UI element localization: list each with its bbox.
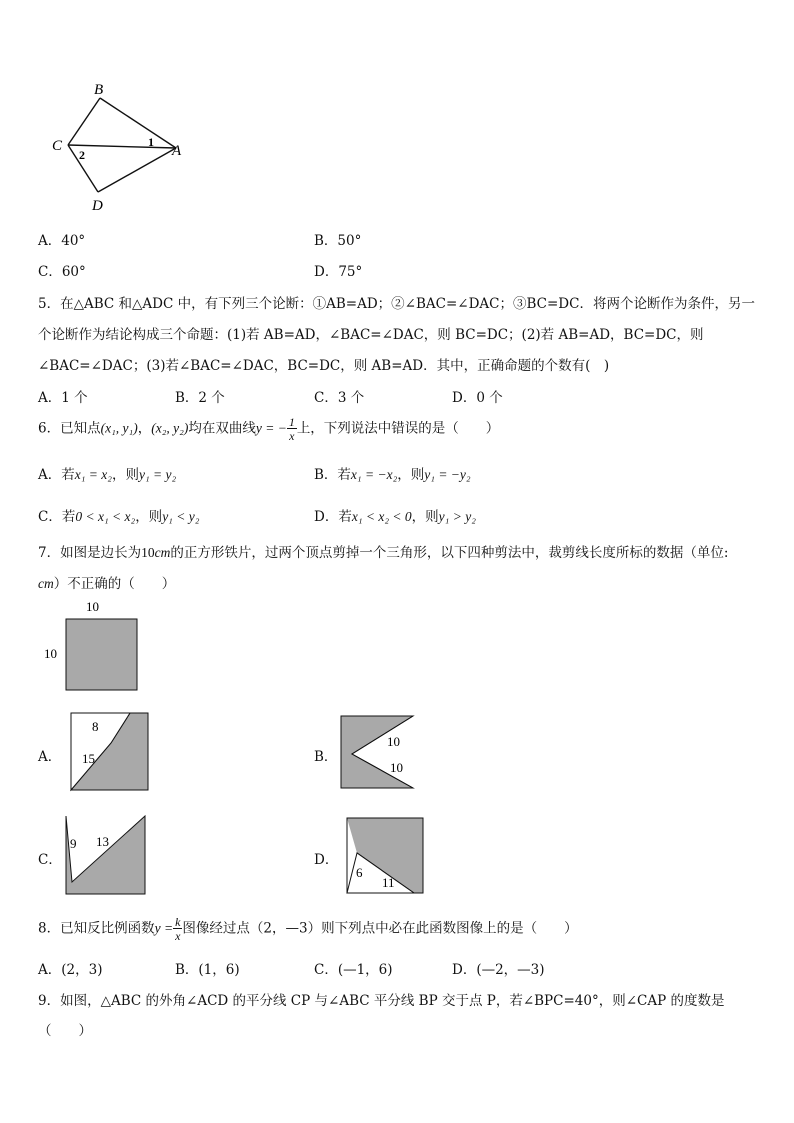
q5-option-a[interactable]: A．1 个	[38, 390, 88, 406]
q6-b-cond: x₁ = −x₂	[350, 467, 398, 482]
q6-option-d[interactable]	[314, 505, 476, 525]
q7-d-cut1-label: 6	[356, 865, 363, 880]
q7-option-a-label[interactable]: A．	[38, 749, 62, 765]
q6-c-res: y₁ < y₂	[162, 509, 200, 524]
q4-option-b[interactable]: B．50°	[314, 233, 362, 249]
q9-stem-line2: （ ）	[38, 1023, 92, 1039]
q6-frac-den: x	[289, 429, 295, 443]
q7-line1-a: 7．如图是边长为	[38, 545, 142, 561]
q8-frac-num: k	[175, 915, 181, 929]
q6-b-label: B．若	[314, 467, 351, 483]
q6-fraction	[287, 416, 297, 442]
q4-option-c[interactable]: C．60°	[38, 264, 86, 280]
q7-c-cut2-label: 13	[96, 834, 109, 849]
angle-1-label: 1	[148, 135, 154, 149]
q8-stem	[38, 916, 578, 942]
q6-b-res: y₁ = −y₂	[424, 467, 471, 482]
q8-suffix: 图像经过点（2，—3）则下列点中必在此函数图像上的是（ ）	[182, 920, 578, 937]
q4-option-a[interactable]: A．40°	[38, 233, 86, 249]
q6-b-then: ，则	[397, 467, 425, 483]
vertex-b-label: B	[94, 82, 104, 98]
q8-option-c[interactable]: C．(—1，6)	[314, 962, 393, 978]
q5-option-b[interactable]: B．2 个	[175, 390, 225, 406]
q6-d-then: ，则	[411, 509, 439, 525]
q6-stem	[38, 416, 499, 442]
q5-option-d[interactable]: D．0 个	[452, 390, 503, 406]
q7-side-length: 10	[141, 545, 155, 560]
q7-option-d-figure[interactable]	[344, 815, 428, 897]
q6-option-c[interactable]	[38, 505, 199, 525]
q6-c-cond: 0 < x₁ < x₂	[75, 509, 136, 524]
q6-a-res: y₁ = y₂	[138, 467, 177, 482]
q7-c-cut1-label: 9	[70, 836, 77, 851]
q4-figure	[48, 78, 193, 218]
q7-stem-line2	[38, 572, 175, 592]
q6-d-label: D．若	[314, 509, 352, 525]
q6-d-res: y₁ > y₂	[438, 509, 476, 524]
q8-option-d[interactable]: D．(—2，—3)	[452, 962, 545, 978]
q6-option-b[interactable]	[314, 463, 471, 483]
q7-d-cut2-label: 11	[382, 875, 395, 890]
q7-square-figure	[40, 598, 150, 694]
q4-option-d[interactable]: D．75°	[314, 264, 363, 280]
q6-suffix: 上，下列说法中错误的是（ ）	[296, 420, 500, 437]
q6-a-then: ，则	[111, 467, 139, 483]
q7-option-b-figure[interactable]	[338, 714, 418, 794]
q6-a-cond: x₁ = x₂	[74, 467, 112, 482]
q6-mid: 均在双曲线	[188, 420, 256, 437]
q6-c-then: ，则	[135, 509, 163, 525]
q5-stem-line1: 5．在△ABC 和△ADC 中，有下列三个论断：①AB=AD；②∠BAC=∠DAC；③BC=DC．将两个论断作为条件，另一	[38, 296, 755, 312]
angle-2-label: 2	[79, 148, 85, 162]
q7-square-left-label: 10	[44, 646, 57, 661]
q5-stem-line3: ∠BAC=∠DAC；(3)若∠BAC=∠DAC，BC=DC，则 AB=AD．其中，正确命题的个数有( )	[38, 358, 610, 374]
q8-option-b[interactable]: B．(1，6)	[175, 962, 240, 978]
q6-d-cond: x₁ < x₂ < 0	[351, 509, 412, 524]
q7-line2-b: ）不正确的（ ）	[53, 576, 176, 592]
q8-eq-lhs: y =	[154, 920, 174, 936]
q7-option-d-label[interactable]: D．	[314, 852, 339, 868]
q7-option-c-figure[interactable]	[63, 814, 153, 898]
q7-option-b-label[interactable]: B．	[314, 749, 338, 765]
q6-option-a[interactable]	[38, 463, 176, 483]
q7-unit: cm	[154, 545, 171, 560]
q6-c-label: C．若	[38, 509, 76, 525]
q7-a-cut1-label: 8	[92, 719, 99, 734]
q8-prefix: 8．已知反比例函数	[38, 920, 155, 937]
q7-option-a-figure[interactable]	[68, 711, 153, 793]
q6-a-label: A．若	[38, 467, 75, 483]
q6-point1: (x₁, y₁)	[100, 420, 138, 436]
q7-b-cut1-label: 10	[387, 734, 400, 749]
q7-line1-b: 的正方形铁片，过两个顶点剪掉一个三角形，以下四种剪法中，裁剪线长度所标的数据（单位:	[170, 545, 729, 561]
vertex-c-label: C	[52, 138, 63, 154]
q8-frac-den: x	[175, 929, 181, 943]
q6-point2: (x₂, y₂)	[151, 420, 189, 436]
q9-stem-line1: 9．如图，△ABC 的外角∠ACD 的平分线 CP 与∠ABC 平分线 BP 交于点 P，若∠BPC=40°，则∠CAP 的度数是	[38, 993, 725, 1009]
q8-fraction	[173, 916, 182, 942]
q6-frac-num: 1	[288, 415, 295, 429]
vertex-d-label: D	[92, 198, 103, 214]
q6-prefix: 6．已知点	[38, 420, 101, 437]
q7-unit-2: cm	[38, 576, 54, 591]
q7-stem-line1	[38, 541, 728, 561]
q7-option-c-label[interactable]: C．	[38, 852, 62, 868]
q6-eq-lhs: y = −	[255, 420, 287, 436]
vertex-a-label: A	[172, 143, 182, 159]
q7-square-top-label: 10	[86, 599, 99, 614]
q5-option-c[interactable]: C．3 个	[314, 390, 365, 406]
q6-sep: ，	[137, 420, 152, 437]
q7-a-cut2-label: 15	[82, 751, 95, 766]
q7-b-cut2-label: 10	[390, 760, 403, 775]
q5-stem-line2: 个论断作为结论构成三个命题：(1)若 AB=AD，∠BAC=∠DAC，则 BC=DC；(2)若 AB=AD，BC=DC，则	[38, 327, 704, 343]
q8-option-a[interactable]: A．(2，3)	[38, 962, 103, 978]
